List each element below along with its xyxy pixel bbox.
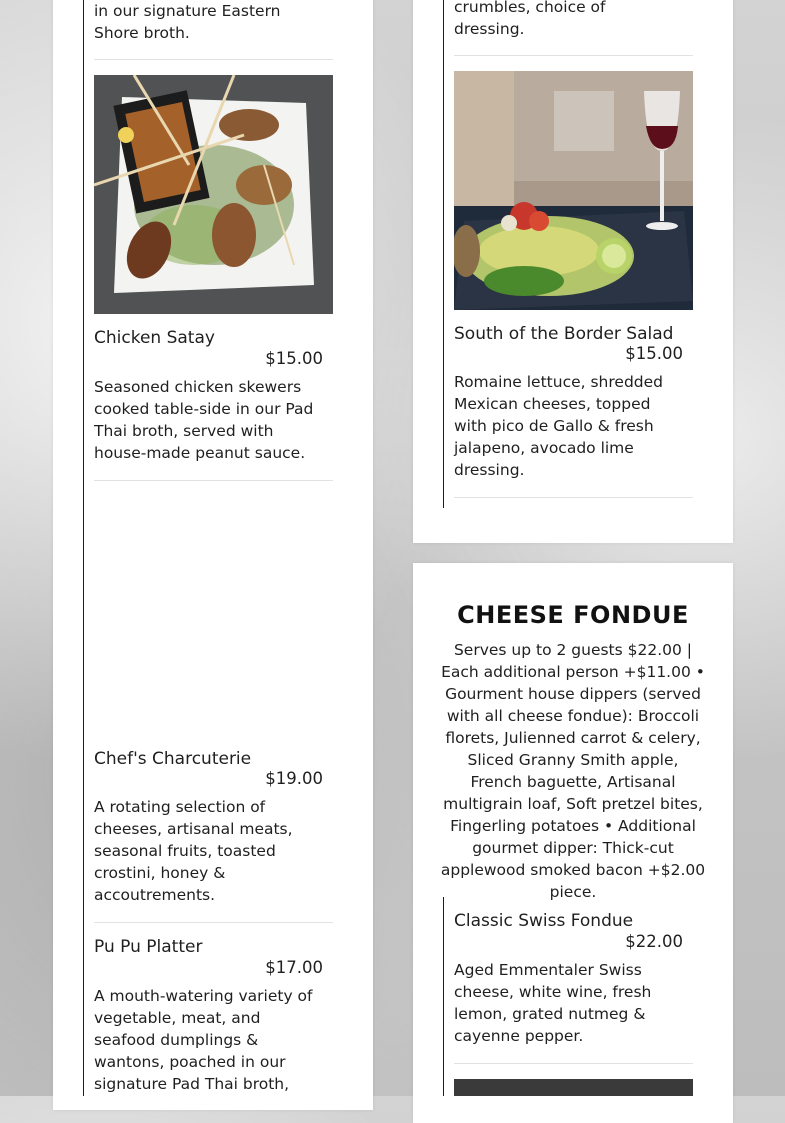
right-column-accent-line xyxy=(443,0,444,508)
classic-swiss-fondue-photo xyxy=(454,1079,693,1096)
section-intro: Serves up to 2 guests $22.00 | Each additional person +$11.00 • Gourment house dippers (served with all cheese fondue): Broccoli florets, Julienned carrot & celery, Sliced Granny Smith apple, French baguette, Artisanal multigrain loaf, Soft pretzel bites, Fingerling potatoes • Additional gourmet dipper: Thick-cut applewood smoked bacon +$2.00 piece. xyxy=(440,641,706,901)
menu-item-name: Pu Pu Platter xyxy=(94,937,203,957)
menu-item-price: $22.00 xyxy=(625,932,683,951)
menu-item-description: A rotating selection of cheeses, artisanal meats, seasonal fruits, toasted crostini, honey & accoutrements. xyxy=(94,798,293,904)
divider xyxy=(454,55,693,56)
divider xyxy=(454,497,693,498)
menu-item-price: $19.00 xyxy=(265,769,323,788)
left-column-accent-line xyxy=(83,0,84,1096)
right-top-fragment: crumbles, choice of dressing. xyxy=(454,0,606,38)
menu-item-price: $17.00 xyxy=(265,958,323,977)
menu-item-name: South of the Border Salad xyxy=(454,324,674,344)
menu-item-name: Classic Swiss Fondue xyxy=(454,911,634,931)
menu-item-price: $15.00 xyxy=(625,344,683,363)
menu-item-name: Chicken Satay xyxy=(94,328,215,348)
divider xyxy=(94,59,333,60)
menu-item-description: Seasoned chicken skewers cooked table-side in our Pad Thai broth, served with house-made peanut sauce. xyxy=(94,378,314,462)
menu-item-description: A mouth-watering variety of vegetable, meat, and seafood dumplings & wantons, poached in our signature Pad Thai broth, xyxy=(94,987,313,1093)
menu-item-price: $15.00 xyxy=(265,349,323,368)
left-top-fragment: in our signature Eastern Shore broth. xyxy=(94,2,281,42)
fondue-accent-line xyxy=(443,897,444,1096)
divider xyxy=(94,480,333,481)
menu-item-description: Aged Emmentaler Swiss cheese, white wine, fresh lemon, grated nutmeg & cayenne pepper. xyxy=(454,961,652,1045)
menu-item-name: Chef's Charcuterie xyxy=(94,749,252,769)
divider xyxy=(454,1063,693,1064)
south-of-the-border-salad-photo xyxy=(454,71,693,310)
chicken-satay-photo xyxy=(94,75,333,314)
section-heading: CHEESE FONDUE xyxy=(457,601,689,629)
divider xyxy=(94,922,333,923)
menu-item-description: Romaine lettuce, shredded Mexican cheeses, topped with pico de Gallo & fresh jalapeno, avocado lime dressing. xyxy=(454,373,664,479)
